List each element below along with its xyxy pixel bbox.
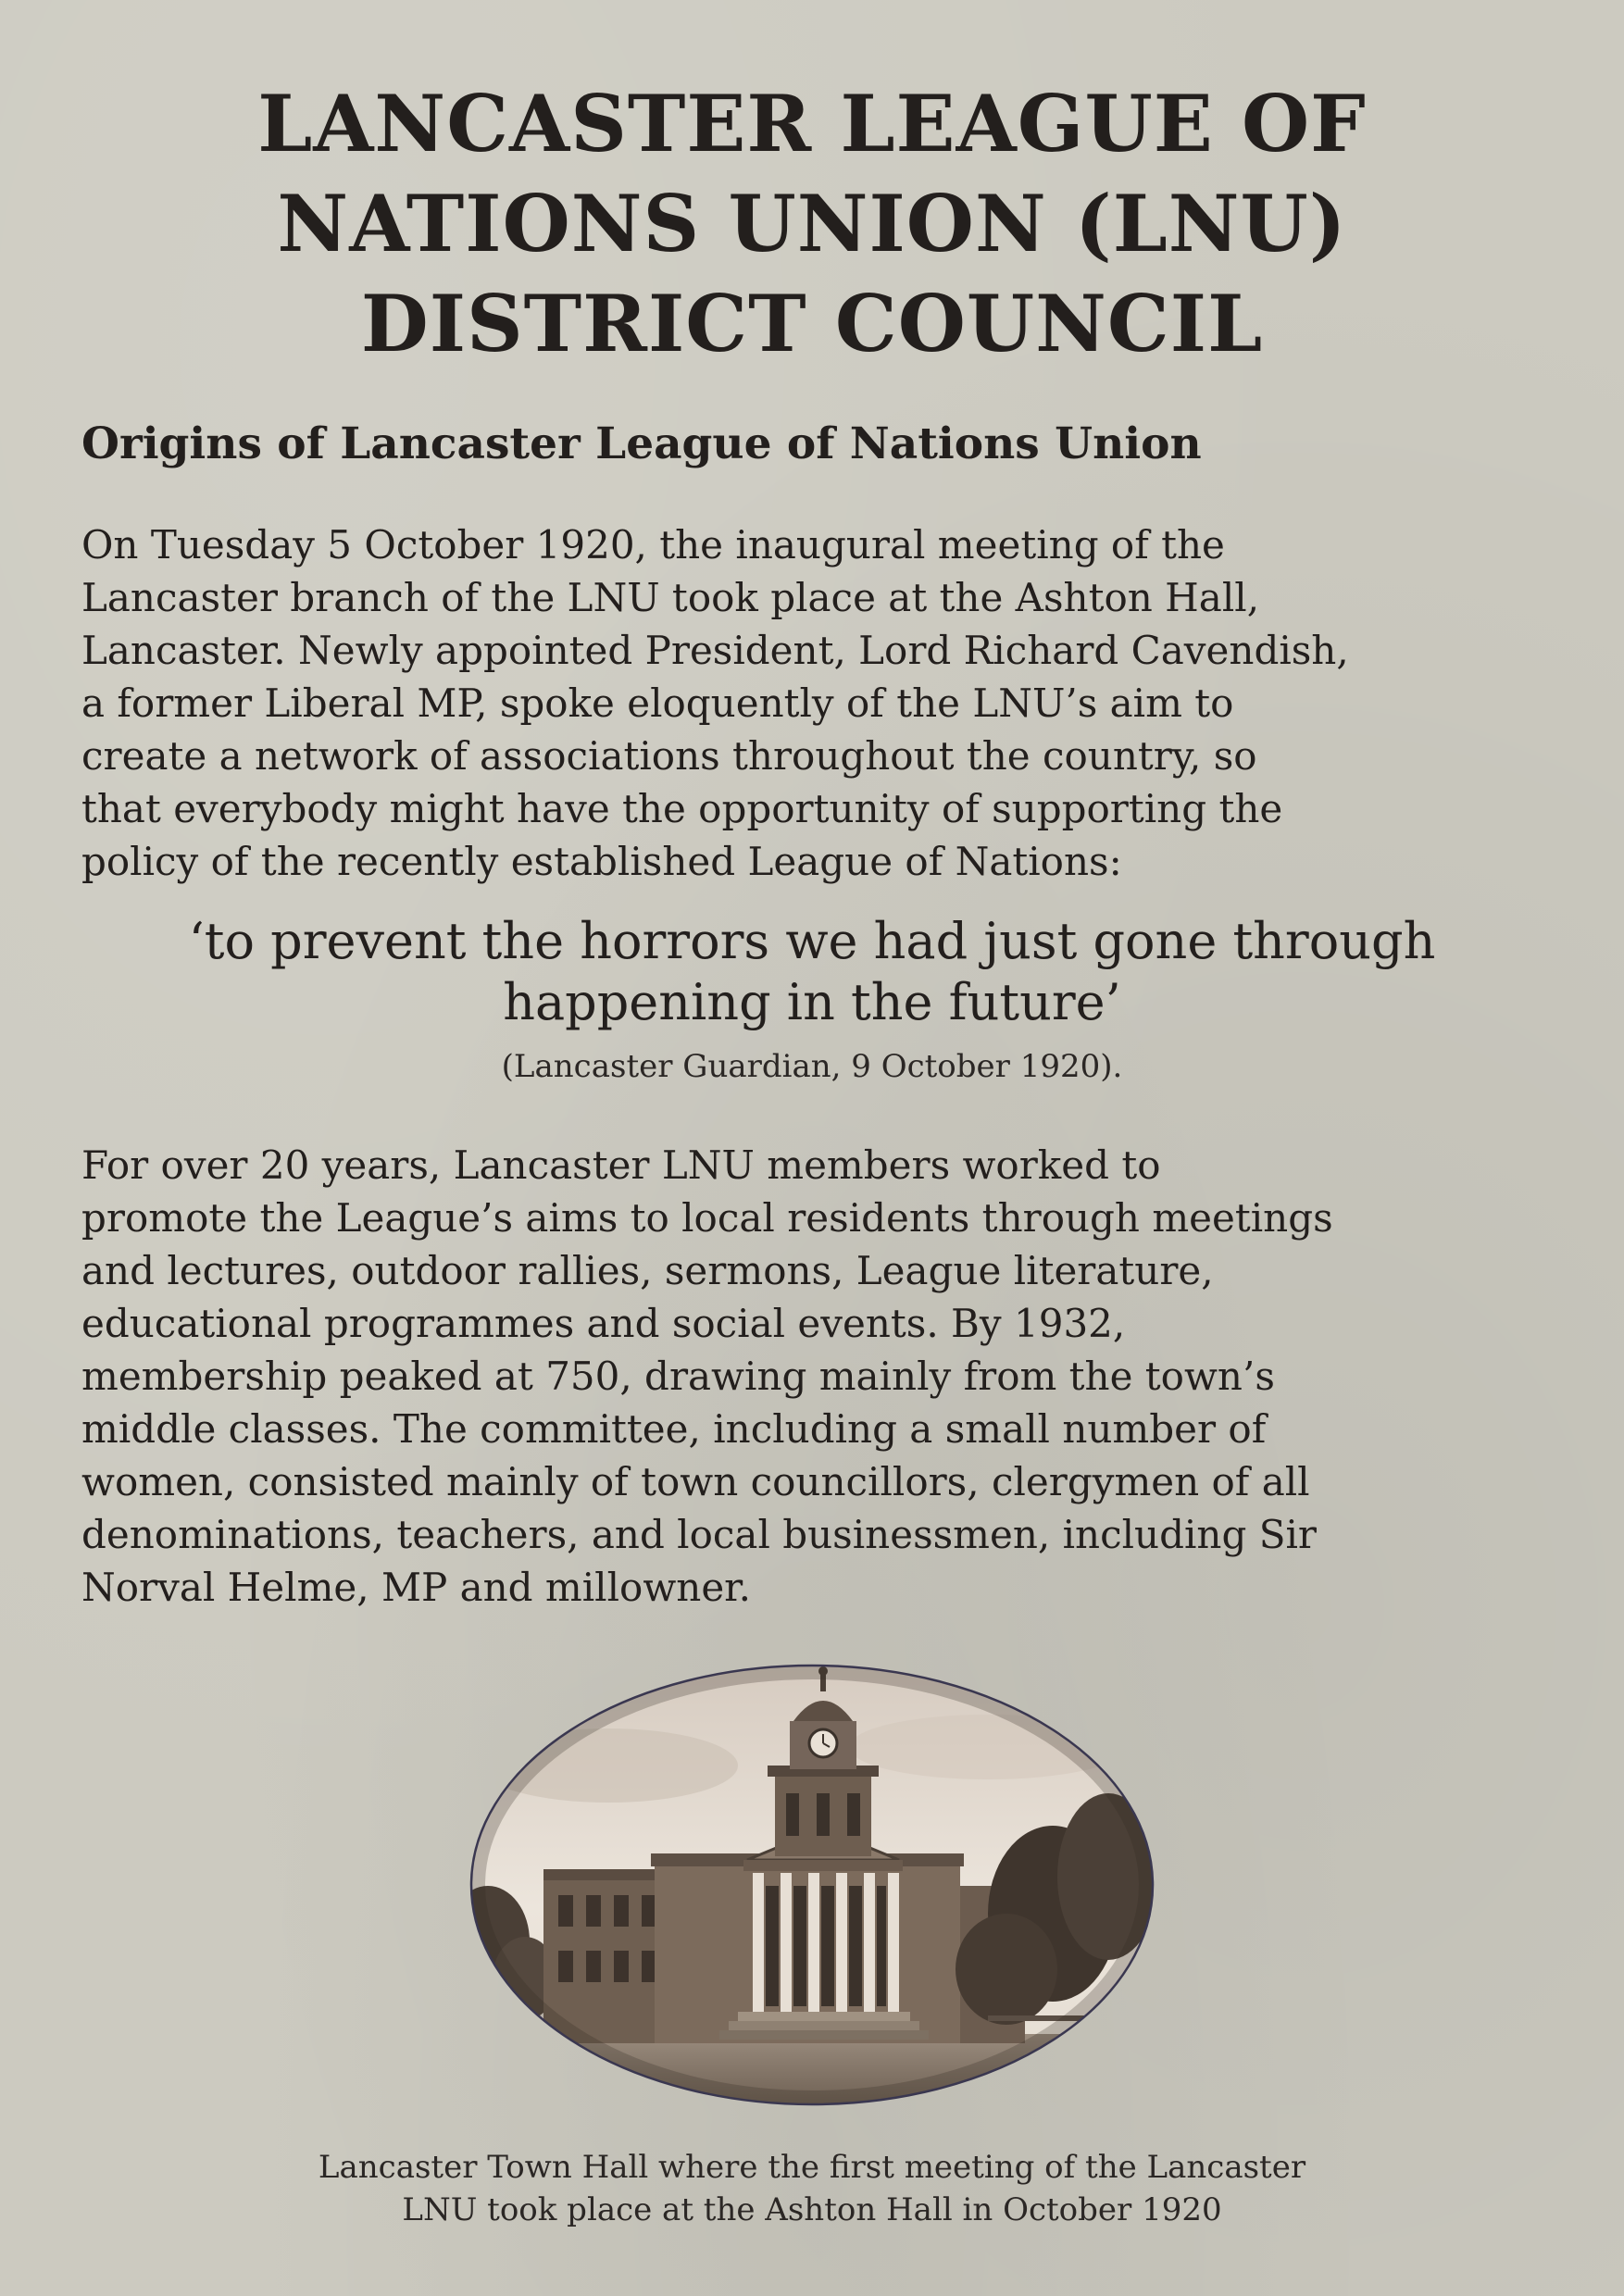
- town-hall-photo: [469, 1664, 1155, 2106]
- paragraph-line: membership peaked at 750, drawing mainly from the town’s: [81, 1354, 1275, 1399]
- title-line: DISTRICT COUNCIL: [360, 278, 1264, 369]
- paragraph-line: Lancaster. Newly appointed President, Lord Richard Cavendish,: [81, 628, 1349, 673]
- photo-caption: [93, 2146, 1531, 2231]
- quote-line: ‘to prevent the horrors we had just gone through: [188, 912, 1436, 970]
- quote-line: happening in the future’: [503, 973, 1121, 1031]
- intro-paragraph: [81, 518, 1581, 888]
- paragraph-line: denominations, teachers, and local businessmen, including Sir: [81, 1512, 1317, 1557]
- history-paragraph: [81, 1139, 1581, 1614]
- paragraph-line: educational programmes and social events. By 1932,: [81, 1301, 1126, 1346]
- page-title: [148, 74, 1476, 374]
- paragraph-line: policy of the recently established League of Nations:: [81, 839, 1122, 884]
- paragraph-line: Norval Helme, MP and millowner.: [81, 1565, 751, 1610]
- paragraph-line: a former Liberal MP, spoke eloquently of the LNU’s aim to: [81, 680, 1234, 726]
- paragraph-line: middle classes. The committee, including a small number of: [81, 1406, 1267, 1452]
- paragraph-line: that everybody might have the opportunity of supporting the: [81, 786, 1283, 831]
- paragraph-line: On Tuesday 5 October 1920, the inaugural meeting of the: [81, 522, 1225, 568]
- caption-line: LNU took place at the Ashton Hall in October 1920: [402, 2191, 1222, 2228]
- pull-quote: [93, 911, 1531, 1033]
- paragraph-line: promote the League’s aims to local residents through meetings: [81, 1195, 1333, 1241]
- title-line: LANCASTER LEAGUE OF: [257, 78, 1367, 169]
- section-heading: Origins of Lancaster League of Nations Union: [81, 418, 1202, 469]
- paragraph-line: Lancaster branch of the LNU took place at the Ashton Hall,: [81, 575, 1260, 620]
- paragraph-line: create a network of associations throughout the country, so: [81, 733, 1257, 779]
- paragraph-line: women, consisted mainly of town councillors, clergymen of all: [81, 1459, 1310, 1504]
- title-line: NATIONS UNION (LNU): [277, 178, 1347, 269]
- paragraph-line: For over 20 years, Lancaster LNU members worked to: [81, 1142, 1161, 1188]
- paragraph-line: and lectures, outdoor rallies, sermons, League literature,: [81, 1248, 1214, 1293]
- caption-line: Lancaster Town Hall where the first meeting of the Lancaster: [318, 2149, 1306, 2186]
- quote-citation: (Lancaster Guardian, 9 October 1920).: [501, 1048, 1123, 1085]
